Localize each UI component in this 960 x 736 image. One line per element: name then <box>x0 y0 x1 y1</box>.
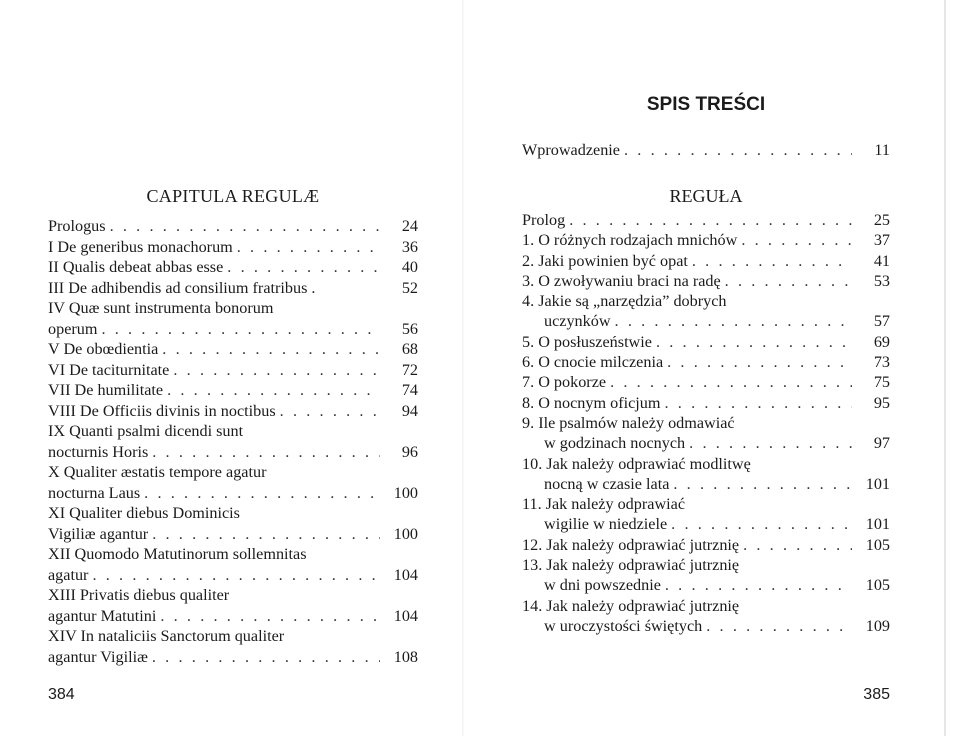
left-toc <box>48 216 418 667</box>
leader-dots <box>152 442 380 463</box>
toc-page: 37 <box>873 231 890 250</box>
toc-title: VII De humilitate <box>48 381 164 399</box>
toc-row[interactable] <box>522 514 890 534</box>
leader-dots <box>280 401 380 422</box>
toc-page: 105 <box>865 576 890 595</box>
toc-page: 69 <box>873 332 890 351</box>
toc-title: 10. Jak należy odprawiać modlitwę <box>522 454 751 473</box>
leader-dots <box>152 524 380 545</box>
toc-row[interactable] <box>522 140 890 160</box>
toc-title: 9. Ile psalmów należy odmawiać <box>522 413 735 432</box>
toc-title: agatur <box>48 565 89 584</box>
left-heading: CAPITULA REGULÆ <box>146 186 320 206</box>
toc-row[interactable] <box>48 483 418 504</box>
toc-page: 36 <box>401 237 418 256</box>
toc-title: 13. Jak należy odprawiać jutrznię <box>522 556 740 575</box>
page-edge <box>944 0 946 736</box>
toc-row[interactable] <box>48 257 418 278</box>
leader-dots <box>706 616 852 636</box>
leader-dots <box>615 311 852 331</box>
toc-row[interactable] <box>48 606 418 627</box>
toc-row[interactable] <box>522 251 890 271</box>
toc-row[interactable] <box>522 413 890 433</box>
toc-title: nocturna Laus <box>48 483 141 502</box>
toc-page: 40 <box>401 258 418 276</box>
toc-row[interactable] <box>522 230 890 250</box>
toc-title: VIII De Officiis divinis in noctibus <box>48 401 276 420</box>
right-heading: SPIS TREŚCI <box>646 94 766 115</box>
toc-row[interactable] <box>522 271 890 291</box>
toc-title: agantur Matutini <box>48 606 157 625</box>
toc-title: 11. Jak należy odprawiać <box>522 495 686 514</box>
toc-title: 3. O zwoływaniu braci na radę <box>522 271 721 290</box>
toc-row[interactable] <box>48 524 418 545</box>
leader-dots <box>110 216 380 237</box>
toc-page: 73 <box>873 353 890 372</box>
toc-row[interactable] <box>48 462 418 483</box>
toc-page: 100 <box>393 483 418 502</box>
toc-row[interactable] <box>48 503 418 524</box>
toc-row[interactable] <box>48 647 418 668</box>
toc-title: 2. Jaki powinien być opat <box>522 251 688 270</box>
toc-page: 57 <box>873 312 890 331</box>
toc-row[interactable] <box>48 237 418 258</box>
toc-row[interactable] <box>522 210 890 230</box>
toc-page: 25 <box>873 211 890 229</box>
toc-title: 8. O nocnym oficjum <box>522 393 661 412</box>
toc-title: Prologus <box>48 217 106 235</box>
toc-page: 104 <box>393 565 418 584</box>
toc-row[interactable] <box>522 575 890 595</box>
toc-title: IX Quanti psalmi dicendi sunt <box>48 422 244 440</box>
toc-row[interactable] <box>522 535 890 555</box>
toc-row[interactable] <box>48 319 418 340</box>
toc-page: 68 <box>401 340 418 358</box>
leader-dots <box>671 514 852 534</box>
toc-page: 101 <box>865 515 890 534</box>
page-number: 385 <box>863 686 890 703</box>
toc-title: w uroczystości świętych <box>544 616 703 635</box>
toc-row[interactable] <box>48 339 418 360</box>
toc-title: IV Quæ sunt instrumenta bonorum <box>48 299 274 317</box>
toc-row[interactable] <box>48 565 418 586</box>
leader-dots <box>227 257 380 278</box>
leader-dots <box>167 380 380 401</box>
leader-dots <box>237 237 380 258</box>
toc-row[interactable] <box>522 433 890 453</box>
leader-dots <box>689 433 852 453</box>
toc-page: 94 <box>401 401 418 420</box>
toc-page: 95 <box>873 393 890 412</box>
toc-row[interactable] <box>522 372 890 392</box>
toc-title: 14. Jak należy odprawiać jutrznię <box>522 596 740 615</box>
toc-title: V De obœdientia <box>48 340 159 358</box>
toc-title: w godzinach nocnych <box>544 434 686 453</box>
toc-row[interactable] <box>522 291 890 311</box>
toc-row[interactable] <box>48 401 418 422</box>
toc-row[interactable] <box>48 442 418 463</box>
leader-dots <box>160 606 380 627</box>
toc-page: 56 <box>401 319 418 338</box>
toc-title: I De generibus monachorum <box>48 237 233 256</box>
leader-dots <box>743 535 852 555</box>
toc-row[interactable] <box>522 332 890 352</box>
toc-page: 104 <box>393 606 418 625</box>
toc-row[interactable] <box>522 616 890 636</box>
toc-title: XIV In nataliciis Sanctorum qualiter <box>48 627 285 645</box>
toc-title: Vigiliæ agantur <box>48 524 149 543</box>
toc-title: nocną w czasie lata <box>544 474 670 493</box>
toc-row[interactable] <box>48 216 418 237</box>
leader-dots <box>569 210 852 230</box>
toc-title: VI De taciturnitate <box>48 360 170 379</box>
toc-title: uczynków <box>544 312 611 331</box>
toc-page: 72 <box>401 360 418 379</box>
toc-page: 108 <box>393 647 418 666</box>
leader-dots <box>162 339 380 360</box>
leader-dots <box>692 251 852 271</box>
toc-title: 5. O posłuszeństwie <box>522 332 652 351</box>
toc-row[interactable] <box>48 626 418 647</box>
intro-toc <box>522 140 890 160</box>
toc-title: w dni powszednie <box>544 576 661 595</box>
leader-dots <box>624 140 852 160</box>
right-subheading: REGUŁA <box>669 186 743 206</box>
toc-page: 41 <box>873 251 890 270</box>
toc-row[interactable] <box>48 544 418 565</box>
leader-dots <box>152 647 380 668</box>
toc-page: 11 <box>874 141 890 159</box>
toc-title: operum <box>48 319 98 338</box>
leader-dots <box>725 271 852 291</box>
toc-page: 105 <box>865 535 890 554</box>
toc-title: 6. O cnocie milczenia <box>522 353 664 372</box>
leader-dots <box>741 230 852 250</box>
toc-title: X Qualiter æstatis tempore agatur <box>48 463 267 481</box>
leader-dots <box>664 393 852 413</box>
toc-title: XIII Privatis diebus qualiter <box>48 586 230 604</box>
leader-dots <box>656 332 852 352</box>
toc-row[interactable] <box>48 298 418 319</box>
toc-title: 4. Jakie są „narzędzia” dobrych <box>522 292 727 311</box>
right-toc <box>522 210 890 636</box>
toc-row[interactable] <box>522 311 890 331</box>
page-number: 384 <box>48 686 75 703</box>
leader-dots <box>101 319 380 340</box>
leader-dots <box>665 575 852 595</box>
leader-dots <box>173 360 380 381</box>
toc-row[interactable] <box>522 494 890 514</box>
toc-title: II Qualis debeat abbas esse <box>48 258 224 276</box>
toc-row[interactable] <box>522 454 890 474</box>
toc-row[interactable] <box>522 393 890 413</box>
toc-page: 96 <box>401 442 418 461</box>
toc-title: 12. Jak należy odprawiać jutrznię <box>522 535 740 554</box>
toc-page: 53 <box>873 271 890 290</box>
toc-page: 100 <box>393 524 418 543</box>
toc-title: III De adhibendis ad consilium fratribus . <box>48 278 316 297</box>
toc-page: 109 <box>865 616 890 635</box>
toc-title: Prolog <box>522 211 566 229</box>
toc-page: 74 <box>401 381 418 399</box>
toc-title: XII Quomodo Matutinorum sollemnitas <box>48 545 307 563</box>
toc-row[interactable] <box>48 278 418 299</box>
toc-row[interactable] <box>522 596 890 616</box>
toc-title: 7. O pokorze <box>522 373 607 392</box>
toc-row[interactable] <box>48 585 418 606</box>
toc-page: 97 <box>873 434 890 453</box>
book-gutter <box>462 0 464 736</box>
toc-row[interactable] <box>48 380 418 401</box>
toc-page: 101 <box>865 474 890 493</box>
toc-row[interactable] <box>522 352 890 372</box>
toc-title: wigilie w niedziele <box>544 515 668 534</box>
toc-row[interactable] <box>48 421 418 442</box>
leader-dots <box>667 352 852 372</box>
toc-title: agantur Vigiliæ <box>48 647 148 666</box>
toc-page: 75 <box>873 373 890 392</box>
toc-title: Wprowadzenie <box>522 141 620 159</box>
toc-page: 52 <box>401 278 418 297</box>
leader-dots <box>144 483 380 504</box>
toc-row[interactable] <box>522 555 890 575</box>
toc-row[interactable] <box>48 360 418 381</box>
leader-dots <box>673 474 852 494</box>
toc-title: 1. O różnych rodzajach mnichów <box>522 231 738 250</box>
leader-dots <box>610 372 852 392</box>
toc-page: 24 <box>401 217 418 235</box>
leader-dots <box>92 565 380 586</box>
toc-title: XI Qualiter diebus Dominicis <box>48 504 240 522</box>
toc-row[interactable] <box>522 474 890 494</box>
toc-title: nocturnis Horis <box>48 442 149 461</box>
